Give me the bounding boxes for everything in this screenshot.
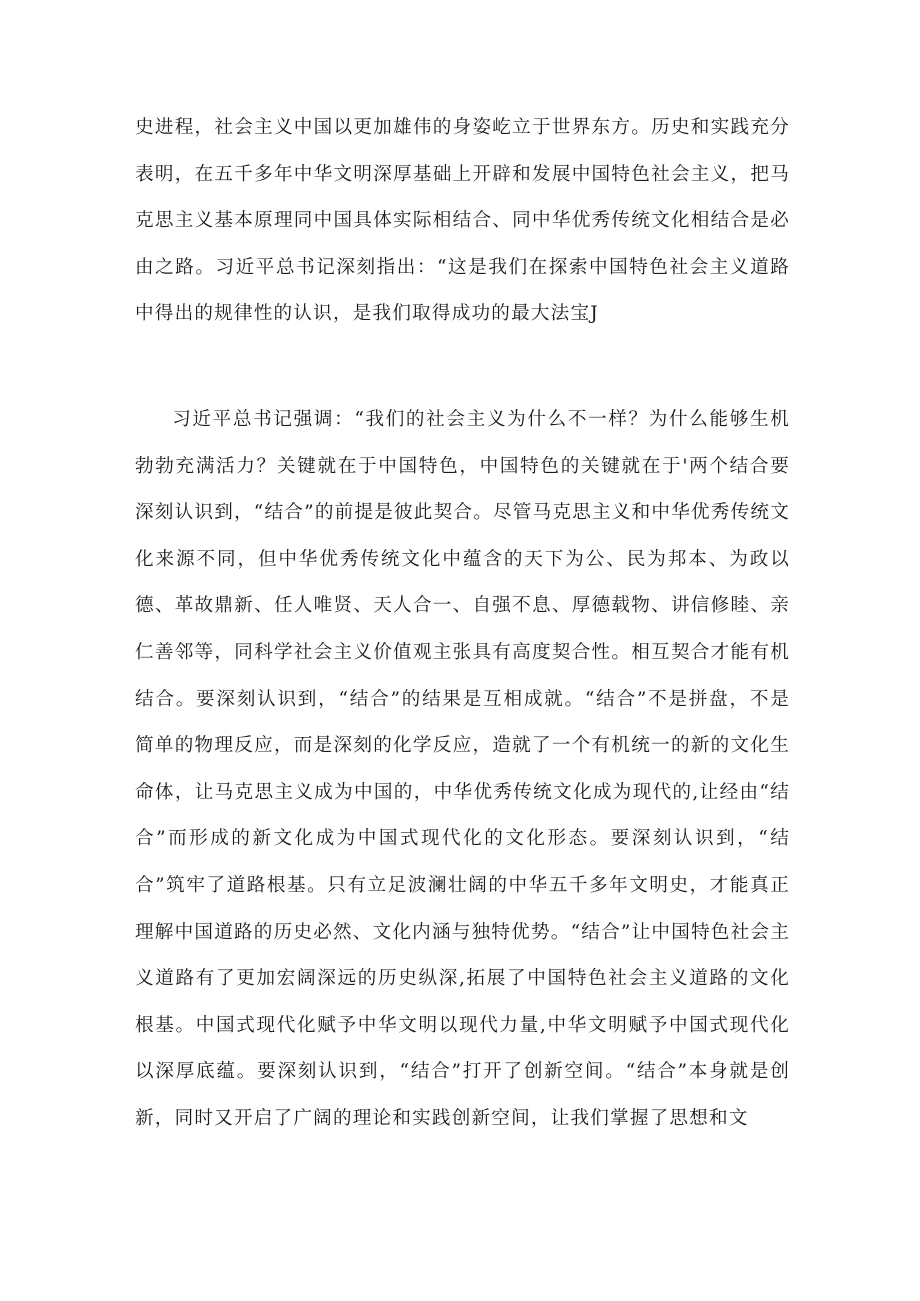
paragraph-continuation: 史进程，社会主义中国以更加雄伟的身姿屹立于世界东方。历史和实践充分表明，在五千多年中华文明深厚基础上开辟和发展中国特色社会主义，把马克思主义基本原理同中国具体实际相结合、同中华优秀传统文化相结合是必由之路。习近平总书记深刻指出：“这是我们在探索中国特色社会主义道路中得出的规律性的认识，是我们取得成功的最大法宝J — [135, 117, 790, 325]
paragraph-body: 习近平总书记强调：“我们的社会主义为什么不一样？为什么能够生机勃勃充满活力？关键就在于中国特色，中国特色的关键就在于'两个结合要深刻认识到，“结合”的前提是彼此契合。尽管马克思主义和中华优秀传统文化来源不同，但中华优秀传统文化中蕴含的天下为公、民为邦本、为政以德、革故鼎新、任人唯贤、天人合一、自强不息、厚德载物、讲信修睦、亲仁善邻等，同科学社会主义价值观主张具有高度契合性。相互契合才能有机结合。要深刻认识到，“结合”的结果是互相成就。“结合”不是拼盘，不是简单的物理反应，而是深刻的化学反应，造就了一个有机统一的新的文化生命体，让马克思主义成为中国的，中华优秀传统文化成为现代的,让经由“结合”而形成的新文化成为中国式现代化的文化形态。要深刻认识到，“结合”筑牢了道路根基。只有立足波澜壮阔的中华五千多年文明史，才能真正理解中国道路的历史必然、文化内涵与独特优势。“结合”让中国特色社会主义道路有了更加宏阔深远的历史纵深,拓展了中国特色社会主义道路的文化根基。中国式现代化赋予中华文明以现代力量,中华文明赋予中国式现代化以深厚底蕴。要深刻认识到，“结合”打开了创新空间。“结合”本身就是创新，同时又开启了广阔的理论和实践创新空间，让我们掌握了思想和文 — [135, 409, 790, 1129]
